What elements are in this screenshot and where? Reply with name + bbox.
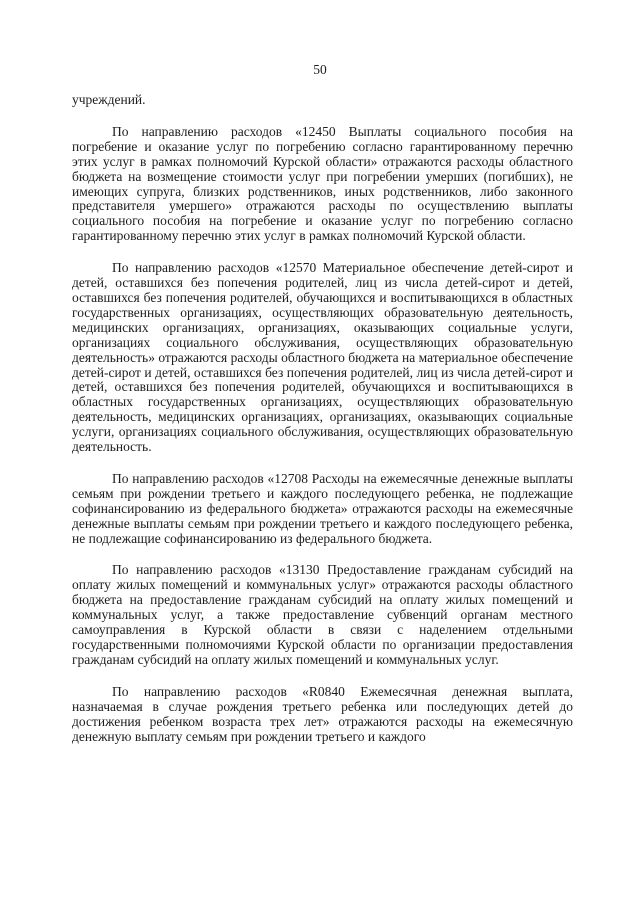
- paragraph-12450: По направлению расходов «12450 Выплаты социального пособия на погребение и оказание услуг по погребению согласно гарантированному перечню этих услуг в рамках полномочий Курской области» отражаются расходы областного бюджета на возмещение стоимости услуг при погребении умерших (погибших), не имеющих супруга, близких родственников, иных родственников, либо законного представителя умершего» отражаются расходы по осуществлению выплаты социального пособия на погребение и оказание услуг по погребению согласно гарантированному перечню этих услуг в рамках полномочий Курской области.: [72, 123, 573, 244]
- document-body: [72, 93, 573, 744]
- page-number: 50: [313, 62, 327, 77]
- paragraph-12570: По направлению расходов «12570 Материальное обеспечение детей-сирот и детей, оставшихся без попечения родителей, лиц из числа детей-сирот и детей, оставшихся без попечения родителей, обучающихся и воспитывающихся в областных государственных организациях, осуществляющих образовательную деятельность, медицинских организациях, организациях, оказывающих социальные услуги, организациях социального обслуживания, осуществляющих образовательную деятельность» отражаются расходы областного бюджета на материальное обеспечение детей-сирот и детей, оставшихся без попечения родителей, лиц из числа детей-сирот и детей, оставшихся без попечения родителей, обучающихся и воспитывающихся в областных государственных организациях, осуществляющих образовательную деятельность, медицинских организациях, организациях, оказывающих социальные услуги, организациях социального обслуживания, осуществляющих образовательную деятельность.: [72, 260, 573, 455]
- paragraph-12708: По направлению расходов «12708 Расходы на ежемесячные денежные выплаты семьям при рождении третьего и каждого последующего ребенка, не подлежащие софинансированию из федерального бюджета» отражаются расходы на ежемесячные денежные выплаты семьям при рождении третьего и каждого последующего ребенка, не подлежащие софинансированию из федерального бюджета.: [72, 470, 573, 546]
- paragraph-r0840: По направлению расходов «R0840 Ежемесячная денежная выплата, назначаемая в случае рождения третьего ребенка или последующих детей до достижения ребенком возраста трех лет» отражаются расходы на ежемесячную денежную выплату семьям при рождении третьего и каждого: [72, 683, 573, 744]
- paragraph-continuation: учреждений.: [72, 92, 146, 107]
- paragraph-13130: По направлению расходов «13130 Предоставление гражданам субсидий на оплату жилых помещений и коммунальных услуг» отражаются расходы областного бюджета на предоставление гражданам субсидий на оплату жилых помещений и коммунальных услуг, а также предоставление субвенций органам местного самоуправления в Курской области в связи с наделением отдельными государственными полномочиями Курской области по организации предоставления гражданам субсидий на оплату жилых помещений и коммунальных услуг.: [72, 562, 573, 667]
